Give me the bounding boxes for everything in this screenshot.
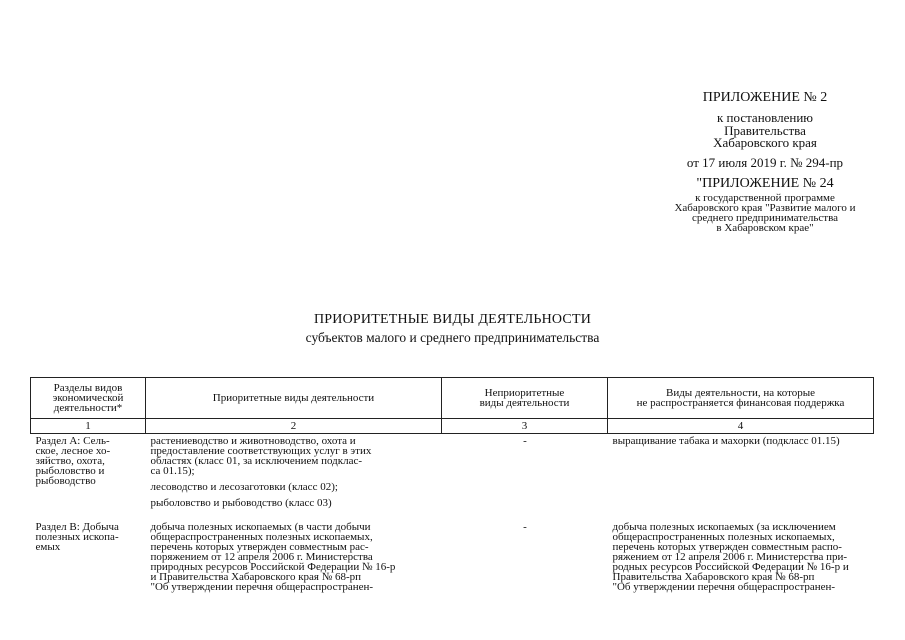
section-cell: Раздел В: Добыча полезных ископа- емых xyxy=(35,521,119,553)
column-number: 3 xyxy=(442,419,608,434)
table-number-row xyxy=(31,419,874,434)
priority-paragraph: добыча полезных ископаемых (в части добычи общераспространенных полезных ископаемых, перечень которых утвержден совместным рас- поряжением от 12 апреля 2006 г. Министерства природных ресурсов Российской Федерации № 16-р и Правительства Хабаровского края № 68-рп "Об утверждении перечня общераспространен- xyxy=(150,521,396,593)
activities-table xyxy=(30,377,874,598)
column-number: 2 xyxy=(146,419,442,434)
header-sections: Разделы видов экономической деятельности* xyxy=(31,378,146,419)
table-header-row xyxy=(31,378,874,419)
table-row xyxy=(31,520,874,598)
document-subtitle: субъектов малого и среднего предпринимательства xyxy=(305,330,600,345)
appendix-line: Хабаровского края xyxy=(713,135,817,150)
appendix-date: от 17 июля 2019 г. № 294-пр xyxy=(686,154,844,170)
priority-cell xyxy=(146,434,442,521)
appendix-line-2: Хабаровского края "Развитие малого и xyxy=(674,201,856,214)
nonpriority-cell: - xyxy=(523,521,527,533)
priority-paragraph: лесоводство и лесозаготовки (класс 02); xyxy=(150,481,338,493)
appendix-line-2: к государственной программе xyxy=(695,191,835,204)
appendix-title: ПРИЛОЖЕНИЕ № 2 xyxy=(702,90,828,105)
appendix-line: к постановлению xyxy=(716,110,814,125)
appendix-block xyxy=(620,90,905,233)
appendix-line-2: среднего предпринимательства xyxy=(691,211,839,224)
column-number: 1 xyxy=(31,419,146,434)
priority-cell xyxy=(146,520,442,598)
header-priority: Приоритетные виды деятельности xyxy=(146,378,442,419)
appendix-title-2: "ПРИЛОЖЕНИЕ № 24 xyxy=(696,175,834,191)
header-excluded: Виды деятельности, на которые не распространяется финансовая поддержка xyxy=(608,378,874,419)
appendix-line-2: в Хабаровском крае" xyxy=(716,221,814,234)
section-cell: Раздел А: Сель- ское, лесное хо- зяйство, охота, рыболовство и рыбоводство xyxy=(35,435,111,487)
header-nonpriority: Неприоритетные виды деятельности xyxy=(442,378,608,419)
priority-paragraph: рыболовство и рыбоводство (класс 03) xyxy=(150,497,332,509)
excluded-cell: выращивание табака и махорки (подкласс 01.15) xyxy=(612,435,840,447)
excluded-cell: добыча полезных ископаемых (за исключением общераспространенных полезных ископаемых, перечень которых утвержден совместным распо- ряжением от 12 апреля 2006 г. Министерства при- родных ресурсов Российской Федерации № 16-р и Правительства Хабаровского края № 68-рп "Об утверждении перечня общераспространен- xyxy=(612,521,849,593)
appendix-line: Правительства xyxy=(724,122,806,138)
nonpriority-cell: - xyxy=(523,435,527,447)
table-row xyxy=(31,434,874,521)
column-number: 4 xyxy=(608,419,874,434)
priority-paragraph: растениеводство и животноводство, охота и предоставление соответствующих услуг в этих областях (класс 01, за исключением подклас- са 01.15); xyxy=(150,435,372,477)
document-title: ПРИОРИТЕТНЫЕ ВИДЫ ДЕЯТЕЛЬНОСТИ xyxy=(313,312,592,327)
